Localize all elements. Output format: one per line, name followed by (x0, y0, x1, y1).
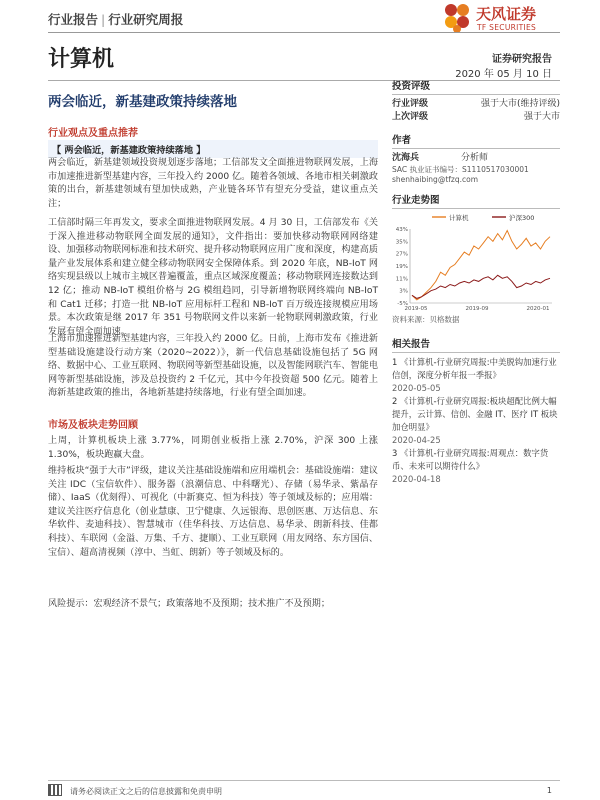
rating-divider (392, 94, 560, 95)
related-report-1[interactable]: 1 《计算机-行业研究周报:中美脱钩加速行业信创，深度分析年报一季报》 (392, 357, 557, 380)
trend-chart-heading: 行业走势图 (392, 195, 440, 206)
y-tick-label: 11% (395, 276, 408, 283)
related-report-date-2: 2020-04-25 (392, 435, 441, 445)
report-subtitle: 两会临近，新基建政策持续落地 (48, 94, 237, 110)
rating-prev-value: 强于大市 (523, 112, 560, 122)
author-block (392, 132, 560, 185)
paragraph-recommendation: 维持板块“强于大市”评级，建议关注基础设施端和应用端机会：基础设施端：建议关注 IDC（宝信软件）、服务器（浪潮信息、中科曙光）、存储（易华录、紫晶存储）、IaaS（优刻得）、可视化（中新赛克、恒为科技）等子领域及标的；应用端：建议关注医疗信息化（创业慧康、卫宁健康、久远银海、思创医惠、万达信息、东华软件、麦迪科技）、智慧城市（佳华科技、万达信息、易华录、朗新科技、佳都科技）、车联网（金溢、万集、千方、捷顺）、工业互联网（用友网络、东方国信、宝信）、超高清视频（淳中、当虹、朗新）等子领域及标的。 (48, 466, 378, 558)
related-report-date-3: 2020-04-18 (392, 474, 441, 484)
rating-prev-label: 上次评级 (392, 112, 429, 122)
series-line-1 (412, 231, 550, 300)
rating-industry-value: 强于大市(维持评级) (480, 99, 560, 109)
y-tick-label: 43% (395, 227, 408, 233)
paragraph-market: 上周，计算机板块上涨 3.77%，同期创业板指上涨 2.70%，沪深 300 上涨 1.30%，板块跑赢大盘。 (48, 436, 378, 460)
author-divider (392, 148, 560, 149)
report-category: 行业报告 | 行业研究周报 (48, 12, 184, 27)
risk-warning: 风险提示：宏观经济不景气；政策落地不及预期；技术推广不及预期； (48, 599, 330, 609)
category-weekly: 行业研究周报 (108, 12, 184, 27)
series-line-2 (412, 275, 550, 298)
author-cert: SAC 执业证书编号：S1110517030001 (392, 165, 529, 174)
footer-disclaimer: 请务必阅读正文之后的信息披露和免责申明 (70, 787, 222, 796)
y-tick-label: 19% (395, 264, 408, 270)
y-tick-label: -5% (397, 301, 408, 307)
paragraph-iot: 工信部时隔三年再发文，要求全面推进物联网发展。4 月 30 日，工信部发布《关于深入推进移动物联网全面发展的通知》，文件指出：要加快移动物联网网络建设、加强移动物联网标准和技术研究、提升移动物联网应用广度和深度，构建高质量产业发展体系和建立健全移动物联网安全保障体系。到 2020 年底，NB-IoT 网络实现县级以上城市主城区普遍覆盖，重点区域深度覆盖；移动物联网连接数达到 12 亿；推动 NB-IoT 模组价格与 2G 模组趋同，引导新增物联网终端向 NB-IoT 和 Cat1 迁移；打造一批 NB-IoT 应用标杆工程和 NB-IoT 百万级连接规模应用场景。本次政策是继 2017 年 351 号物联网文件以来新一轮物联网刺激政策，行业发展有望全面加速。 (48, 218, 378, 337)
view-section-heading (48, 124, 378, 139)
legend-label-1: 计算机 (449, 214, 469, 222)
category-industry-report: 行业报告 (48, 12, 99, 27)
rating-industry-label: 行业评级 (392, 99, 429, 109)
footer-divider (48, 780, 560, 781)
related-report-3[interactable]: 3 《计算机-行业研究周报:周观点：数字货币、未来可以期待什么》 (392, 448, 549, 471)
page-number: 1 (546, 786, 552, 795)
related-report-date-1: 2020-05-05 (392, 383, 441, 393)
trend-chart-block (392, 192, 560, 325)
y-tick-label: 35% (395, 239, 408, 246)
related-list (392, 356, 560, 486)
rating-block (392, 78, 560, 124)
legend-label-2: 沪深300 (509, 214, 535, 222)
report-date: 2020 年 05 月 10 日 (455, 69, 552, 80)
page-title: 计算机 (48, 47, 115, 72)
related-block (392, 336, 560, 486)
author-name-row (392, 152, 560, 165)
x-tick-label: 2019-05 (404, 306, 428, 311)
author-name: 沈海兵 (392, 153, 420, 163)
y-tick-label: 27% (395, 251, 408, 258)
rating-industry-row (392, 98, 560, 111)
rating-heading: 投资评级 (392, 81, 431, 92)
market-heading-text: 市场及板块走势回顾 (48, 420, 138, 431)
report-type: 证券研究报告 (492, 54, 552, 65)
qr-code-icon (48, 784, 62, 796)
company-logo (442, 2, 560, 36)
view-heading-text: 行业观点及重点推荐 (48, 128, 138, 139)
market-section-heading (48, 416, 378, 431)
rating-prev-row (392, 111, 560, 124)
paragraph-shanghai: 上海市加速推进新型基建内容，三年投入约 2000 亿。日前，上海市发布《推进新型基础设施建设行动方案（2020~2022）》，新一代信息基础设施包括了 5G 网络、数据中心、工业互联网、物联网等新型基础设施，以及智能网联汽车、智能电网等新型基础设施，涉及总投资约 2 千亿元，其中今年投资超 500 亿元。随着上海新基建政策的推出，各地新基建持续落地，行业有望全面加速。 (48, 334, 378, 399)
author-heading: 作者 (392, 135, 412, 146)
x-tick-label: 2019-09 (465, 306, 489, 311)
trend-chart (392, 211, 560, 311)
x-tick-label: 2020-01 (526, 306, 550, 311)
paragraph-intro: 两会临近，新基建领域投资规划逐步落地；工信部发文全面推进物联网发展，上海市加速推进新型基建内容，三年投入约 2000 亿。随着各领域、各地市相关刺激政策的出台，新基建领域有望加快成熟，产业链各环节有望充分受益，建议重点关注； (48, 158, 378, 209)
logo-flower-icon (442, 2, 472, 34)
related-report-2[interactable]: 2 《计算机-行业研究周报:板块超配比例大幅提升，云计算、信创、金融 IT、医疗 IT 板块加仓明显》 (392, 396, 558, 432)
logo-text-en: TF SECURITIES (477, 23, 537, 32)
trend-divider (392, 208, 560, 209)
highlight-box: 【 两会临近，新基建政策持续落地 】 (48, 140, 378, 158)
chart-source: 资料来源：贝格数据 (392, 315, 460, 324)
author-email[interactable]: shenhaibing@tfzq.com (392, 175, 479, 184)
logo-text-cn: 天风证券 (476, 5, 537, 23)
y-tick-label: 3% (399, 288, 408, 295)
related-heading: 相关报告 (392, 339, 431, 350)
related-divider (392, 352, 560, 353)
author-role: 分析师 (461, 153, 489, 163)
header-divider (48, 32, 560, 33)
